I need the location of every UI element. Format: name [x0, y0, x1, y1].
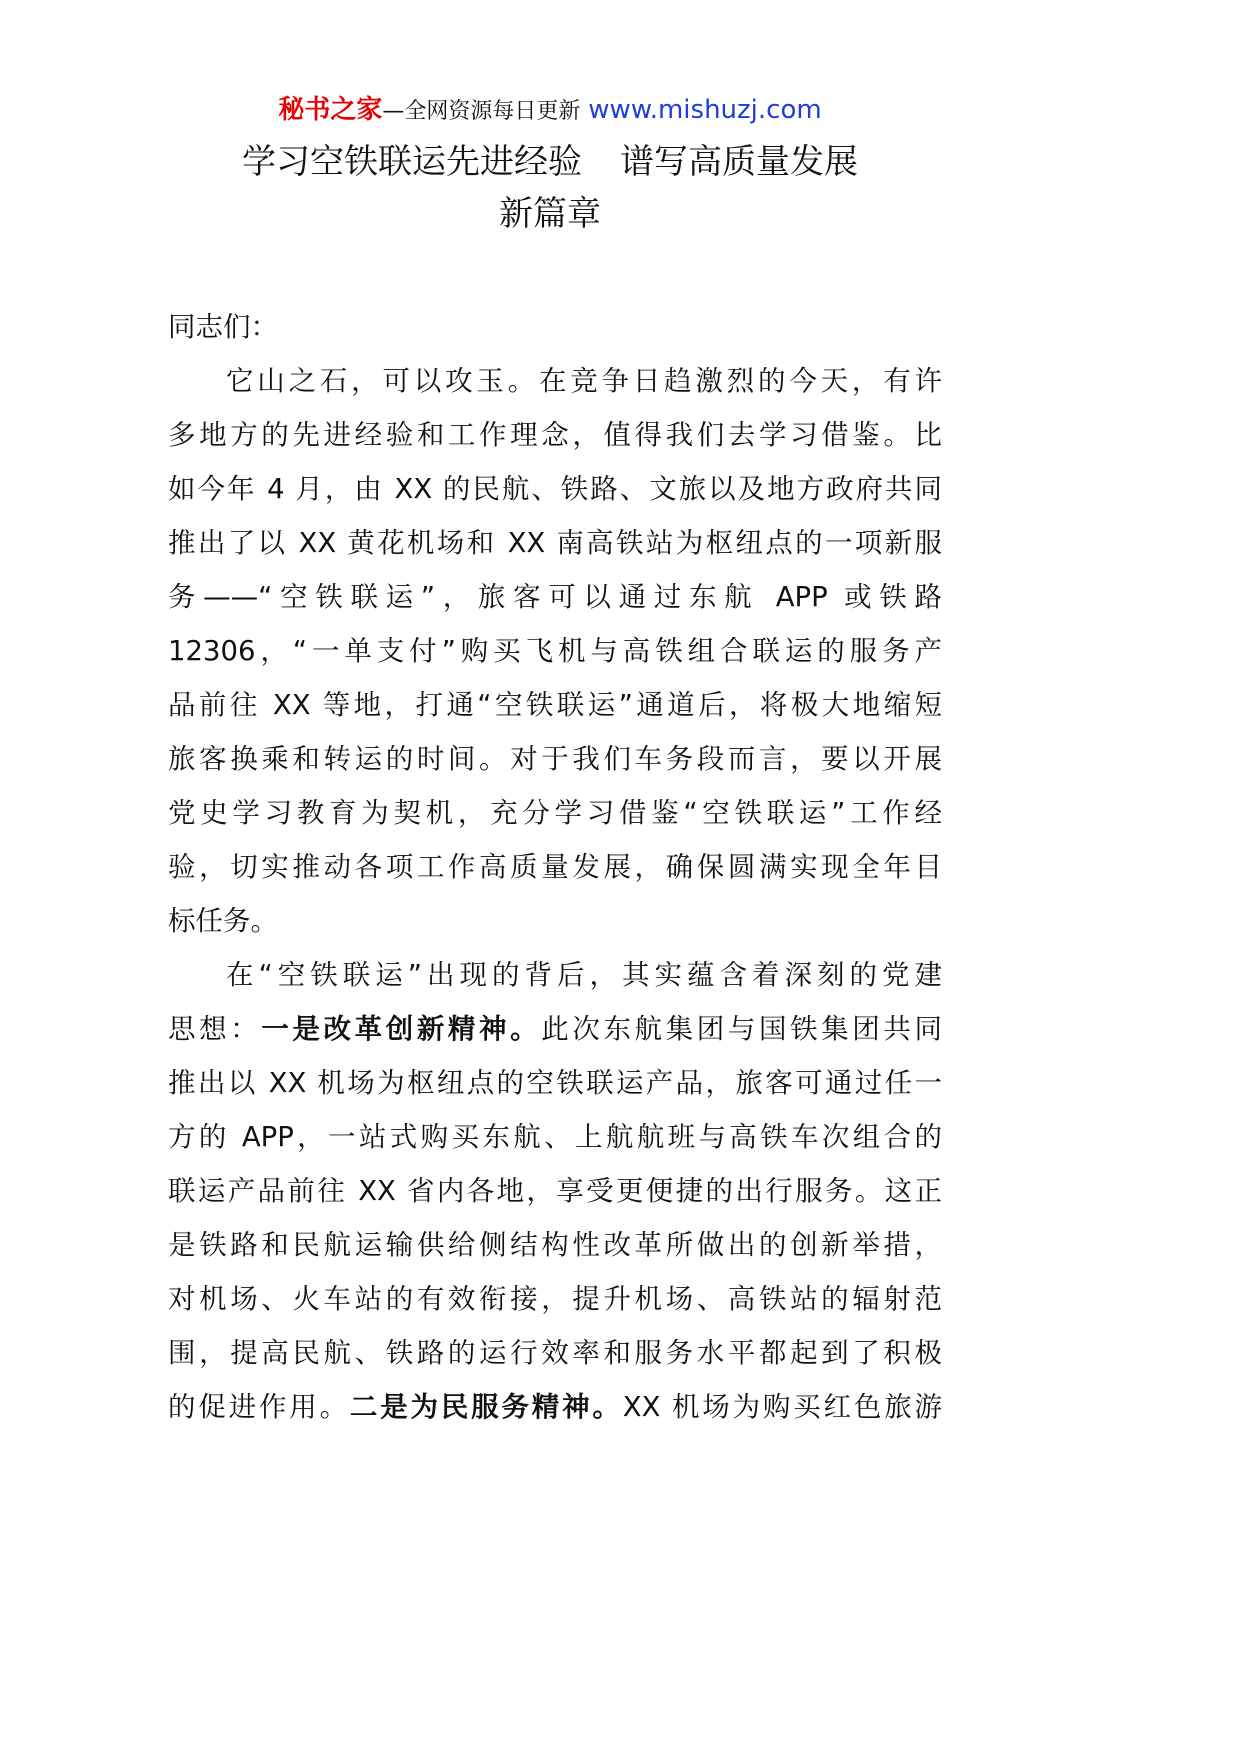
- paragraph-2-line: 在“空铁联运”出现的背后，其实蕴含着深刻的党建: [226, 959, 942, 991]
- site-header: [0, 90, 1100, 132]
- point-one-heading: 一是改革创新精神。: [261, 1013, 542, 1045]
- paragraph-2-text: XX 机场为购买红色旅游: [622, 1391, 943, 1423]
- document-body: [168, 300, 942, 1434]
- paragraph-2-line: [168, 1380, 942, 1434]
- paragraph-1-line: 如今年 4 月，由 XX 的民航、铁路、文旅以及地方政府共同: [168, 473, 942, 505]
- title-line-1: [0, 136, 1100, 188]
- site-url[interactable]: www.mishuzj.com: [588, 95, 822, 125]
- paragraph-1-line: 党史学习教育为契机，充分学习借鉴“空铁联运”工作经: [168, 797, 942, 829]
- paragraph-1-line: 多地方的先进经验和工作理念，值得我们去学习借鉴。比: [168, 419, 942, 451]
- title-part-2: 谱写高质量发展: [620, 142, 858, 182]
- point-two-heading: 二是为民服务精神。: [349, 1391, 623, 1423]
- paragraph-2-line: 方的 APP，一站式购买东航、上航航班与高铁车次组合的: [168, 1121, 942, 1153]
- paragraph-2-text: 此次东航集团与国铁集团共同: [541, 1013, 942, 1045]
- paragraph-1-line: 品前往 XX 等地，打通“空铁联运”通道后，将极大地缩短: [168, 689, 942, 721]
- paragraph-2-prefix: 的促进作用。: [168, 1391, 350, 1423]
- paragraph-1-line: 推出了以 XX 黄花机场和 XX 南高铁站为枢纽点的一项新服: [168, 527, 942, 559]
- document-title: [0, 136, 1100, 240]
- paragraph-2-line: 围，提高民航、铁路的运行效率和服务水平都起到了积极: [168, 1337, 942, 1369]
- paragraph-1-line: 它山之石，可以攻玉。在竞争日趋激烈的今天，有许: [226, 365, 942, 397]
- brand-name: 秘书之家: [278, 95, 383, 125]
- title-part-1: 学习空铁联运先进经验: [242, 142, 582, 182]
- paragraph-1-line: 标任务。: [168, 905, 278, 937]
- title-line-2: 新篇章: [499, 194, 601, 234]
- paragraph-1-line: 务——“空铁联运”，旅客可以通过东航 APP 或铁路: [168, 581, 942, 613]
- paragraph-1-line: 12306，“一单支付”购买飞机与高铁组合联运的服务产: [168, 635, 942, 667]
- header-tagline: —全网资源每日更新: [382, 99, 581, 124]
- paragraph-2-line: 联运产品前往 XX 省内各地，享受更便捷的出行服务。这正: [168, 1175, 942, 1207]
- paragraph-2-prefix: 思想：: [168, 1013, 262, 1045]
- paragraph-2-line: [168, 1002, 942, 1056]
- paragraph-2-line: 是铁路和民航运输供给侧结构性改革所做出的创新举措，: [168, 1229, 942, 1261]
- paragraph-1-line: 验，切实推动各项工作高质量发展，确保圆满实现全年目: [168, 851, 942, 883]
- paragraph-2-line: 对机场、火车站的有效衔接，提升机场、高铁站的辐射范: [168, 1283, 942, 1315]
- paragraph-1-line: 旅客换乘和转运的时间。对于我们车务段而言，要以开展: [168, 743, 942, 775]
- salutation: 同志们：: [168, 311, 278, 343]
- paragraph-2-line: 推出以 XX 机场为枢纽点的空铁联运产品，旅客可通过任一: [168, 1067, 942, 1099]
